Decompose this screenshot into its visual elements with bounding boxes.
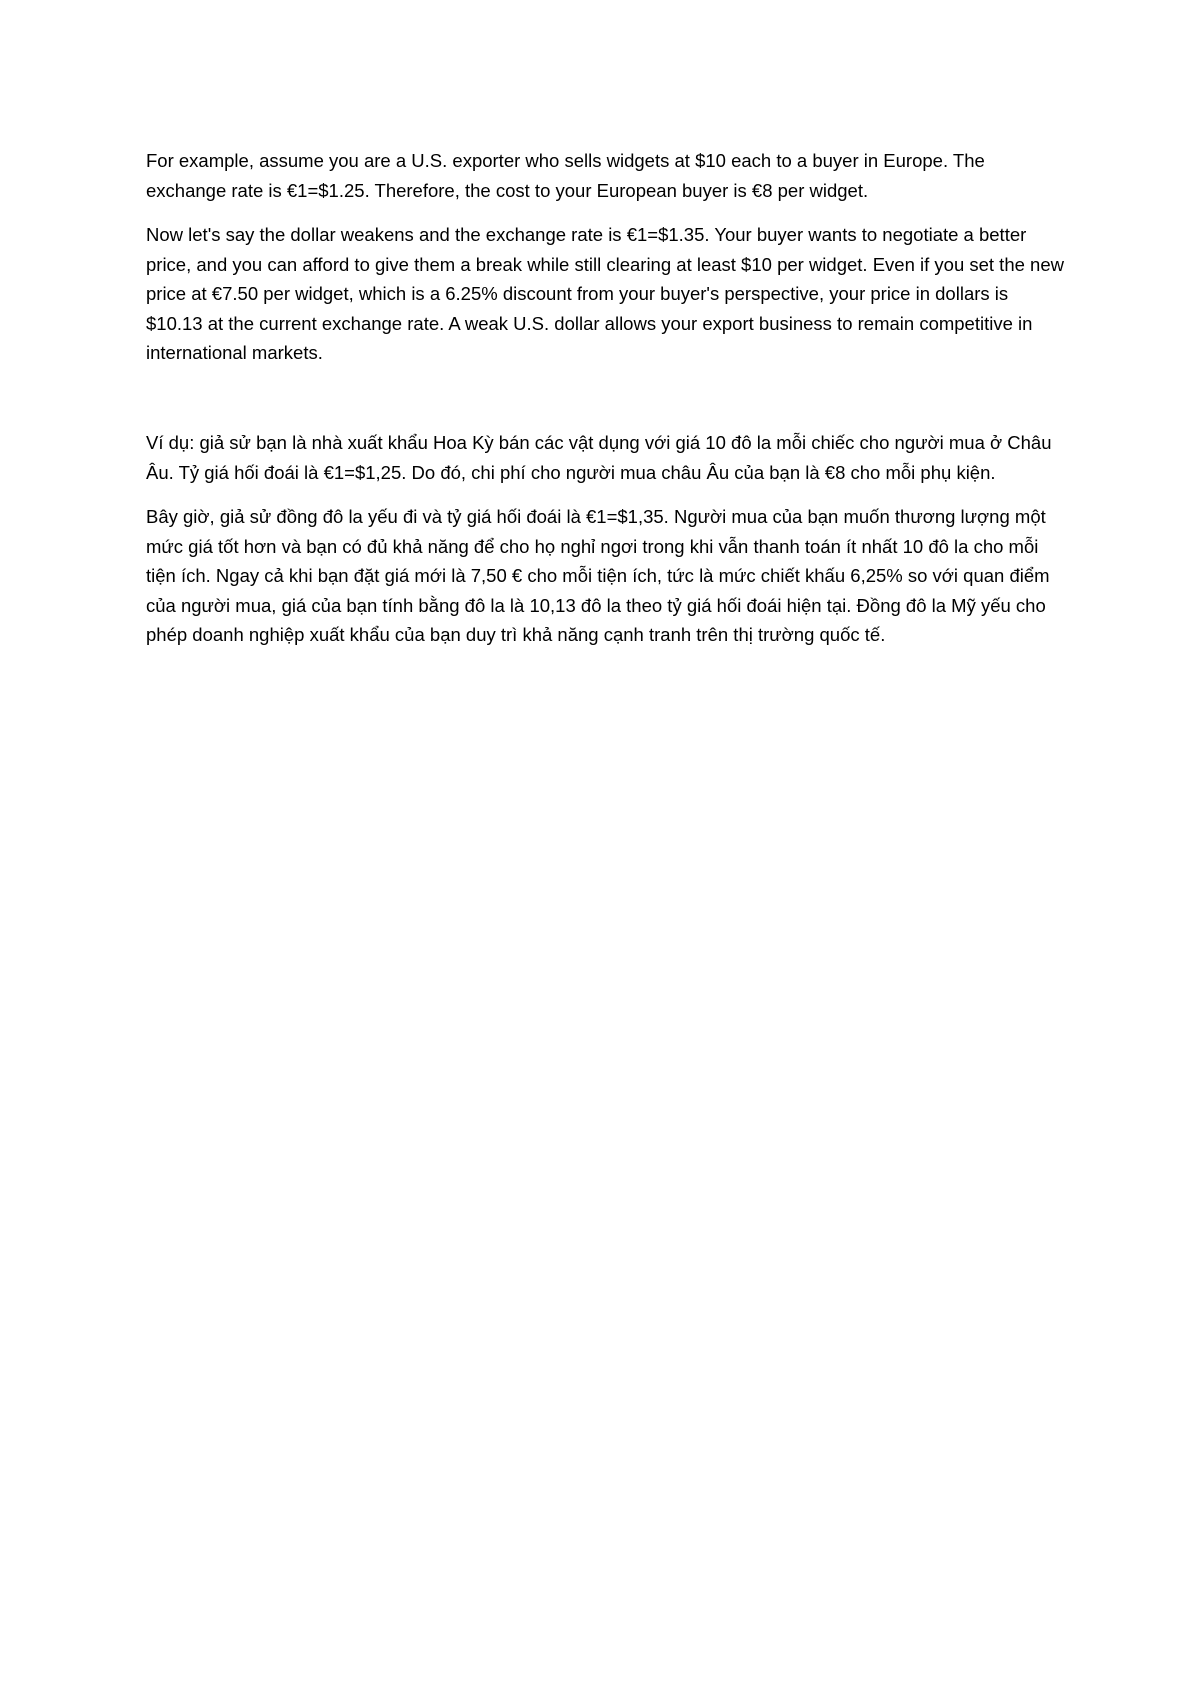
vietnamese-paragraph-1: Ví dụ: giả sử bạn là nhà xuất khẩu Hoa Kỳ bán các vật dụng với giá 10 đô la mỗi chiếc cho người mua ở Châu Âu. Tỷ giá hối đoái là €1=$1,25. Do đó, chi phí cho người mua châu Âu của bạn là €8 cho mỗi phụ kiện. — [146, 432, 1052, 483]
english-paragraph-1: For example, assume you are a U.S. exporter who sells widgets at $10 each to a buyer in Europe. The exchange rate is €1=$1.25. Therefore, the cost to your European buyer is €8 per widget. — [146, 150, 985, 201]
vietnamese-paragraph-2: Bây giờ, giả sử đồng đô la yếu đi và tỷ giá hối đoái là €1=$1,35. Người mua của bạn muốn thương lượng một mức giá tốt hơn và bạn có đủ khả năng để cho họ nghỉ ngơi trong khi vẫn thanh toán ít nhất 10 đô la cho mỗi tiện ích. Ngay cả khi bạn đặt giá mới là 7,50 € cho mỗi tiện ích, tức là mức chiết khấu 6,25% so với quan điểm của người mua, giá của bạn tính bằng đô la là 10,13 đô la theo tỷ giá hối đoái hiện tại. Đồng đô la Mỹ yếu cho phép doanh nghiệp xuất khẩu của bạn duy trì khả năng cạnh tranh trên thị trường quốc tế. — [146, 506, 1050, 645]
english-paragraph-2: Now let's say the dollar weakens and the exchange rate is €1=$1.35. Your buyer wants to negotiate a better price, and you can afford to give them a break while still clearing at least $10 per widget. Even if you set the new price at €7.50 per widget, which is a 6.25% discount from your buyer's perspective, your price in dollars is $10.13 at the current exchange rate. A weak U.S. dollar allows your export business to remain competitive in international markets. — [146, 224, 1064, 363]
english-text-section — [146, 146, 1066, 383]
vietnamese-text-section — [146, 428, 1066, 665]
